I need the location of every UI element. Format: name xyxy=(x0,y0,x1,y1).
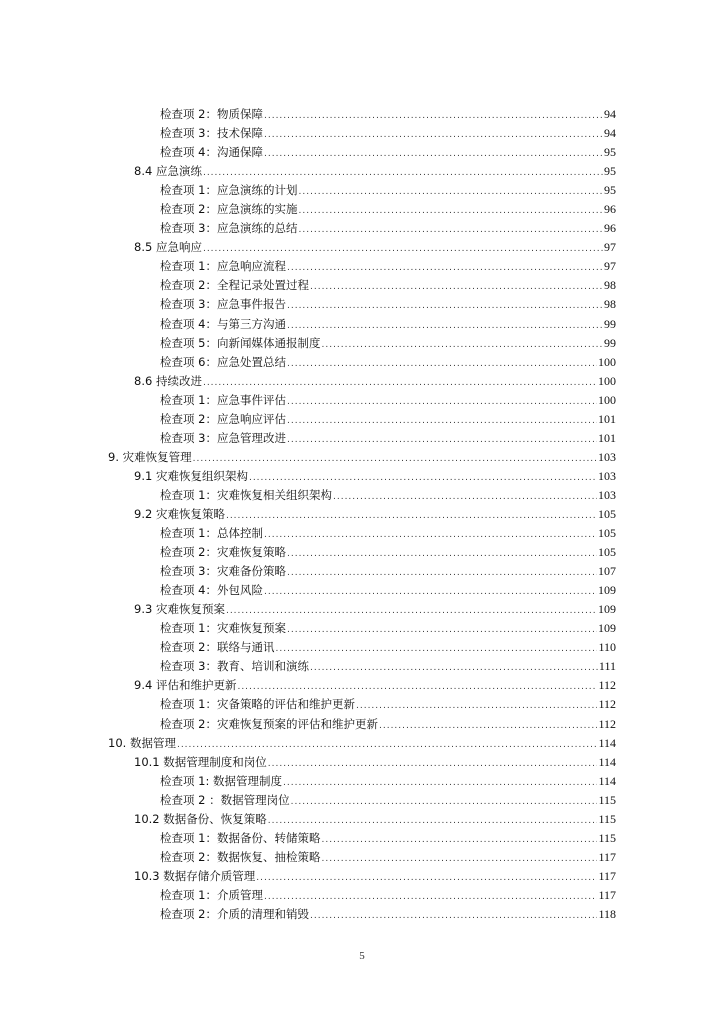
toc-entry-page: 101 xyxy=(598,430,616,445)
toc-entry-title: 检查项 4：与第三方沟通 xyxy=(160,316,286,331)
toc-entry-title: 检查项 1：灾备策略的评估和维护更新 xyxy=(160,697,355,712)
dot-leader xyxy=(256,869,597,888)
dot-leader xyxy=(264,126,603,145)
dot-leader xyxy=(321,831,597,850)
toc-entry[interactable] xyxy=(108,429,616,448)
toc-entry-page: 117 xyxy=(598,887,616,902)
toc-entry-page: 114 xyxy=(598,773,616,788)
toc-entry[interactable] xyxy=(108,734,616,753)
toc-entry[interactable] xyxy=(108,829,616,848)
toc-entry-page: 117 xyxy=(598,868,616,883)
toc-entry-page: 117 xyxy=(598,849,616,864)
toc-entry[interactable] xyxy=(108,219,616,238)
toc-entry-page: 94 xyxy=(604,126,616,141)
toc-entry-page: 100 xyxy=(598,354,616,369)
toc-entry[interactable] xyxy=(108,334,616,353)
dot-leader xyxy=(287,355,597,374)
dot-leader xyxy=(264,888,597,907)
toc-entry-page: 96 xyxy=(604,221,616,236)
toc-entry-page: 98 xyxy=(604,297,616,312)
toc-entry-title: 检查项 2：应急演练的实施 xyxy=(160,202,298,217)
toc-entry-title: 检查项 3：应急演练的总结 xyxy=(160,221,298,236)
toc-entry-title: 8.6 持续改进 xyxy=(134,373,202,388)
toc-entry-title: 检查项 1：应急事件评估 xyxy=(160,392,286,407)
toc-entry[interactable] xyxy=(108,200,616,219)
toc-entry-title: 检查项 1：介质管理 xyxy=(160,887,263,902)
toc-entry-page: 97 xyxy=(604,240,616,255)
toc-entry[interactable] xyxy=(108,753,616,772)
toc-entry[interactable] xyxy=(108,410,616,429)
toc-entry[interactable] xyxy=(108,257,616,276)
dot-leader xyxy=(226,507,597,526)
toc-entry-page: 95 xyxy=(604,164,616,179)
toc-entry[interactable] xyxy=(108,905,616,924)
toc-entry-title: 9.2 灾难恢复策略 xyxy=(134,506,225,521)
toc-entry[interactable] xyxy=(108,505,616,524)
toc-entry-title: 检查项 2：介质的清理和销毁 xyxy=(160,906,309,921)
toc-entry-page: 103 xyxy=(598,449,616,464)
dot-leader xyxy=(310,278,603,297)
toc-entry[interactable] xyxy=(108,486,616,505)
toc-entry-title: 检查项 5：向新闻媒体通报制度 xyxy=(160,335,321,350)
toc-entry-title: 检查项 1：灾难恢复相关组织架构 xyxy=(160,487,332,502)
dot-leader xyxy=(264,145,603,164)
toc-entry-title: 10.3 数据存储介质管理 xyxy=(134,868,256,883)
dot-leader xyxy=(287,431,597,450)
dot-leader xyxy=(287,317,603,336)
toc-entry-title: 检查项 3：技术保障 xyxy=(160,126,263,141)
toc-entry-title: 检查项 2：灾难恢复策略 xyxy=(160,545,286,560)
toc-entry-title: 检查项 6：应急处置总结 xyxy=(160,354,286,369)
toc-entry[interactable] xyxy=(108,162,616,181)
toc-entry-title: 9.4 评估和维护更新 xyxy=(134,678,237,693)
toc-entry[interactable] xyxy=(108,715,616,734)
toc-entry-page: 97 xyxy=(604,259,616,274)
dot-leader xyxy=(298,202,603,221)
dot-leader xyxy=(264,583,597,602)
toc-entry-title: 检查项 1：应急响应流程 xyxy=(160,259,286,274)
toc-entry[interactable] xyxy=(108,143,616,162)
dot-leader xyxy=(298,183,603,202)
toc-entry-title: 8.4 应急演练 xyxy=(134,164,202,179)
dot-leader xyxy=(283,774,597,793)
toc-entry[interactable] xyxy=(108,657,616,676)
toc-entry[interactable] xyxy=(108,676,616,695)
toc-entry-page: 100 xyxy=(598,392,616,407)
toc-entry[interactable] xyxy=(108,124,616,143)
dot-leader xyxy=(287,259,603,278)
toc-entry-page: 112 xyxy=(598,678,616,693)
dot-leader xyxy=(287,393,597,412)
toc-entry-page: 115 xyxy=(598,811,616,826)
toc-entry-page: 118 xyxy=(598,906,616,921)
toc-entry-page: 94 xyxy=(604,107,616,121)
dot-leader xyxy=(275,640,597,659)
toc-entry-title: 检查项 2：物质保障 xyxy=(160,107,263,121)
toc-entry-title: 10.1 数据管理制度和岗位 xyxy=(134,754,267,769)
toc-entry[interactable] xyxy=(108,238,616,257)
dot-leader xyxy=(287,621,597,640)
toc-entry-title: 检查项 3：应急管理改进 xyxy=(160,430,286,445)
toc-entry[interactable] xyxy=(108,848,616,867)
toc-entry-page: 115 xyxy=(598,792,616,807)
toc-entry-title: 9.3 灾难恢复预案 xyxy=(134,602,225,617)
toc-entry-title: 检查项 3：灾难备份策略 xyxy=(160,564,286,579)
toc-entry-title: 检查项 4：外包风险 xyxy=(160,583,263,598)
toc-entry-title: 检查项 2 ：数据管理岗位 xyxy=(160,792,290,807)
toc-entry-title: 9. 灾难恢复管理 xyxy=(108,449,192,464)
toc-entry[interactable] xyxy=(108,886,616,905)
dot-leader xyxy=(291,793,598,812)
toc-entry-title: 10.2 数据备份、恢复策略 xyxy=(134,811,267,826)
toc-entry-page: 109 xyxy=(598,602,616,617)
toc-entry-page: 114 xyxy=(598,735,616,750)
dot-leader xyxy=(264,107,603,126)
toc-entry-title: 检查项 3：应急事件报告 xyxy=(160,297,286,312)
dot-leader xyxy=(264,526,597,545)
toc-entry-page: 98 xyxy=(604,278,616,293)
dot-leader xyxy=(321,850,597,869)
toc-entry-page: 103 xyxy=(598,487,616,502)
dot-leader xyxy=(379,717,597,736)
toc-entry[interactable] xyxy=(108,315,616,334)
toc-entry-page: 105 xyxy=(598,545,616,560)
toc-entry-title: 检查项 1：灾难恢复预案 xyxy=(160,621,286,636)
toc-entry-title: 检查项 2：数据恢复、抽检策略 xyxy=(160,849,321,864)
toc-entry-page: 96 xyxy=(604,202,616,217)
toc-entry-page: 100 xyxy=(598,373,616,388)
toc-entry-title: 检查项 2：灾难恢复预案的评估和维护更新 xyxy=(160,716,378,731)
toc-entry[interactable] xyxy=(108,772,616,791)
dot-leader xyxy=(287,412,597,431)
toc-entry-page: 105 xyxy=(598,526,616,541)
toc-entry-title: 检查项 1: 数据管理制度 xyxy=(160,773,283,788)
toc-entry-title: 检查项 2：应急响应评估 xyxy=(160,411,286,426)
dot-leader xyxy=(356,697,597,716)
toc-entry-page: 109 xyxy=(598,621,616,636)
toc-entry[interactable] xyxy=(108,695,616,714)
dot-leader xyxy=(310,907,597,926)
dot-leader xyxy=(321,336,603,355)
toc-entry[interactable] xyxy=(108,619,616,638)
toc-entry-page: 109 xyxy=(598,583,616,598)
toc-entry-title: 8.5 应急响应 xyxy=(134,240,202,255)
page-number: 5 xyxy=(359,950,365,962)
toc-entry[interactable] xyxy=(108,295,616,314)
toc-entry-title: 检查项 4：沟通保障 xyxy=(160,145,263,160)
dot-leader xyxy=(310,659,598,678)
toc-entry[interactable] xyxy=(108,867,616,886)
toc-entry-page: 99 xyxy=(604,335,616,350)
toc-entry-page: 107 xyxy=(598,564,616,579)
toc-entry-page: 105 xyxy=(598,506,616,521)
toc-entry[interactable] xyxy=(108,276,616,295)
toc-entry-title: 检查项 2：联络与通讯 xyxy=(160,640,275,655)
toc-entry-title: 检查项 1：总体控制 xyxy=(160,526,263,541)
toc-entry[interactable] xyxy=(108,467,616,486)
toc-entry[interactable] xyxy=(108,524,616,543)
toc-entry[interactable] xyxy=(108,391,616,410)
toc-entry-page: 101 xyxy=(598,411,616,426)
toc-entry-page: 114 xyxy=(598,754,616,769)
toc-entry-page: 115 xyxy=(598,830,616,845)
toc-entry-page: 95 xyxy=(604,183,616,198)
toc-entry-title: 检查项 1：数据备份、转储策略 xyxy=(160,830,321,845)
toc-entry-title: 检查项 2：全程记录处置过程 xyxy=(160,278,309,293)
toc-entry[interactable] xyxy=(108,448,616,467)
toc-entry-title: 10. 数据管理 xyxy=(108,735,176,750)
toc-entry[interactable] xyxy=(108,600,616,619)
toc-entry[interactable] xyxy=(108,543,616,562)
dot-leader xyxy=(287,545,597,564)
toc-entry[interactable] xyxy=(108,181,616,200)
toc-entry-page: 103 xyxy=(598,468,616,483)
toc-entry-page: 112 xyxy=(598,697,616,712)
toc-entry[interactable] xyxy=(108,810,616,829)
toc-entry-page: 95 xyxy=(604,145,616,160)
dot-leader xyxy=(333,488,597,507)
dot-leader xyxy=(287,564,597,583)
toc-entry[interactable] xyxy=(108,372,616,391)
toc-entry-page: 99 xyxy=(604,316,616,331)
dot-leader xyxy=(193,450,597,469)
toc-entry-page: 112 xyxy=(598,716,616,731)
toc-entry[interactable] xyxy=(108,562,616,581)
toc-entry-title: 检查项 1：应急演练的计划 xyxy=(160,183,298,198)
toc-entry-title: 检查项 3：教育、培训和演练 xyxy=(160,659,309,674)
toc-entry[interactable] xyxy=(108,581,616,600)
table-of-contents xyxy=(108,105,616,924)
dot-leader xyxy=(298,221,603,240)
toc-entry[interactable] xyxy=(108,638,616,657)
dot-leader xyxy=(268,755,598,774)
toc-entry[interactable] xyxy=(108,791,616,810)
toc-entry-page: 110 xyxy=(598,640,616,655)
dot-leader xyxy=(287,297,603,316)
toc-entry[interactable] xyxy=(108,353,616,372)
toc-entry-title: 9.1 灾难恢复组织架构 xyxy=(134,468,248,483)
toc-entry[interactable] xyxy=(108,105,616,124)
toc-entry-page: 111 xyxy=(598,659,616,674)
